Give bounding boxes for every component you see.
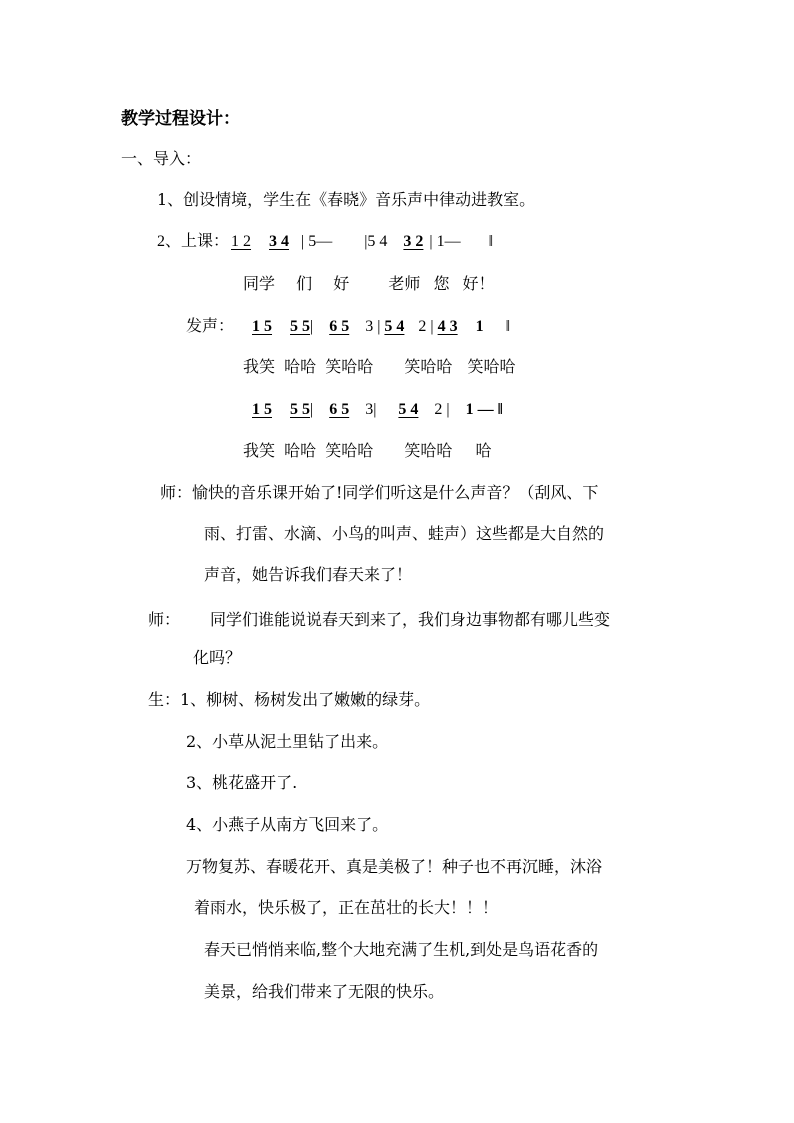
lyric: 笑哈哈: [325, 441, 374, 460]
note-group: 3 2: [403, 233, 424, 250]
lyric: 我笑: [243, 357, 276, 376]
paragraph-line: 万物复苏、春暖花开、真是美极了！种子也不再沉睡，沐浴: [186, 857, 603, 876]
lyric: 哈哈: [284, 441, 317, 460]
step-1: 1、创设情境，学生在《春晓》音乐声中律动进教室。: [157, 190, 536, 209]
lyric: 好！: [462, 274, 495, 293]
note-group: 3|: [365, 401, 377, 418]
double-barline: ‖: [505, 318, 511, 335]
teacher-line: 化吗？: [193, 648, 242, 667]
lyric: 老师: [388, 274, 421, 293]
note-group: 1 5: [252, 401, 272, 418]
teacher-speaker: 师：: [148, 610, 181, 629]
lyric: 哈哈: [284, 357, 317, 376]
barline: |: [310, 401, 314, 418]
lyric: 笑哈哈: [325, 357, 374, 376]
note-group: | 5—: [301, 233, 333, 250]
barline: |: [310, 318, 314, 335]
note-group: 3 4: [269, 233, 290, 250]
student-answer: 4、小燕子从南方飞回来了。: [186, 815, 389, 834]
note-group: 1 — ‖: [465, 401, 503, 418]
teacher-line: 同学们谁能说说春天到来了，我们身边事物都有哪儿些变: [210, 610, 611, 629]
note-group: 6 5: [329, 318, 350, 335]
note-group: 5 5: [290, 401, 310, 418]
lyric: 我笑: [243, 441, 276, 460]
lyric: 笑哈哈: [404, 441, 453, 460]
student-answer: 2、小草从泥土里钻了出来。: [186, 732, 389, 751]
note-group: 2 |: [418, 318, 434, 335]
note-group: 6 5: [329, 401, 350, 418]
note-group: 1 5: [252, 318, 273, 335]
lyric: 们: [296, 274, 313, 293]
teacher-line: 声音，她告诉我们春天来了！: [204, 565, 413, 584]
paragraph-line: 着雨水，快乐极了，正在茁壮的长大！！！: [194, 898, 499, 917]
note-group: | 1—: [429, 233, 461, 250]
paragraph-line: 美景，给我们带来了无限的快乐。: [204, 982, 445, 1001]
note-group: 3 |: [365, 318, 381, 335]
student-answer: 3、桃花盛开了.: [186, 773, 298, 792]
teacher-line: 雨、打雷、水滴、小鸟的叫声、蛙声）这些都是大自然的: [204, 524, 605, 543]
greeting-lyrics: [243, 274, 495, 294]
lyric: 哈: [475, 441, 492, 460]
note-group: 1 2: [231, 233, 252, 250]
lyric: 笑哈哈: [404, 357, 453, 376]
vocalise-lyrics-1: [243, 357, 515, 377]
note-group: 5 4: [398, 401, 419, 418]
vocalise-lyrics-2: [243, 441, 491, 461]
section-title: 教学过程设计：: [121, 109, 240, 129]
lyric: 笑哈哈: [467, 357, 516, 376]
lyric: 您: [433, 274, 450, 293]
lyric: 好: [333, 274, 350, 293]
note-group: 1: [475, 318, 484, 335]
section-heading: 一、导入：: [121, 149, 202, 168]
vocalise-label: 发声：: [186, 318, 235, 335]
note-group: 5 5: [290, 318, 311, 335]
note-group: 2 |: [434, 401, 450, 418]
note-group: |5 4: [364, 233, 388, 250]
teacher-line: 师：愉快的音乐课开始了!同学们听这是什么声音？（刮风、下: [160, 483, 599, 502]
vocalise-notation-1: [186, 317, 510, 337]
lyric: 同学: [243, 274, 276, 293]
vocalise-notation-2: [252, 400, 503, 420]
double-barline: ‖: [488, 233, 494, 250]
note-group: 5 4: [384, 318, 405, 335]
note-group: 4 3: [437, 318, 458, 335]
step-2-label: 2、上课：: [157, 233, 230, 250]
paragraph-line: 春天已悄悄来临,整个大地充满了生机,到处是鸟语花香的: [204, 940, 599, 959]
student-answer: 生：1、柳树、杨树发出了嫩嫩的绿芽。: [148, 690, 431, 709]
greeting-notation: [157, 232, 493, 252]
